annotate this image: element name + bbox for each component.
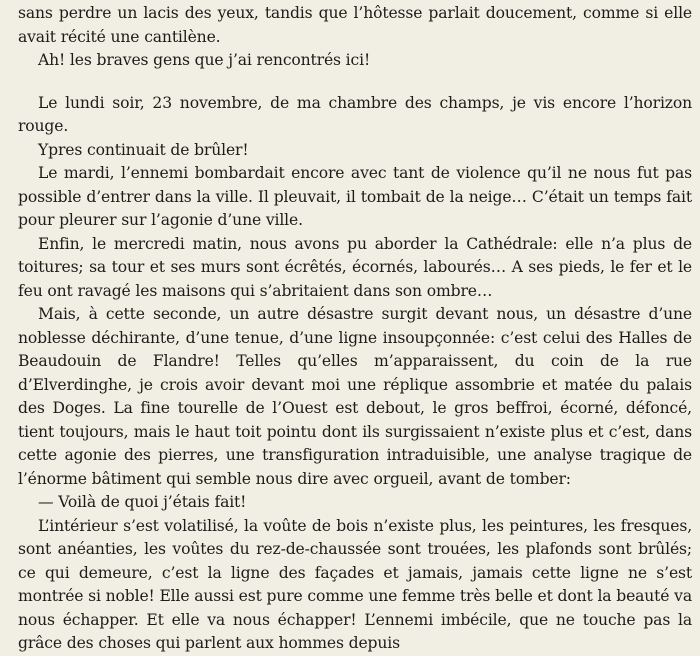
paragraph: Le mardi, l’ennemi bombardait encore avec tant de violence qu’il ne nous fut pas possible d’entrer dans la ville. Il pleuvait, il tombait de la neige… C’était un temps fait pour pleurer sur l’agonie d’une ville.: [18, 164, 692, 229]
paragraph: sans perdre un lacis des yeux, tandis que l’hôtesse parlait doucement, comme si elle avait récité une cantilène.: [18, 4, 692, 46]
paragraph: Ypres continuait de brûler!: [38, 140, 249, 159]
paragraph: L’intérieur s’est volatilisé, la voûte de bois n’existe plus, les peintures, les fresques, sont anéanties, les voûtes du rez-de-chaussée sont trouées, les plafonds sont brûlés; ce qui demeure, c’est la ligne des façades et jamais, jamais cette ligne ne s’est montrée si noble! Elle aussi est pure comme une femme très belle et dont la beauté va nous échapper. Et elle va nous échapper! L’ennemi imbécile, que ne touche pas la grâce des choses qui parlent aux hommes depuis: [18, 516, 692, 652]
paragraph-gap: [18, 73, 692, 92]
paragraph: Ah! les braves gens que j’ai rencontrés ici!: [38, 51, 371, 69]
paragraph: Le lundi soir, 23 novembre, de ma chambre des champs, je vis encore l’horizon rouge.: [18, 93, 692, 135]
paragraph: Mais, à cette seconde, un autre désastre surgit devant nous, un désastre d’une noblesse déchirante, d’une tenue, d’une ligne insoupçonnée: c’est celui des Halles de Beaudouin de Flandre! Telles qu’elles m’apparaissent, du coin de la rue d’Elverdinghe, je crois avoir devant moi une réplique assombrie et matée du palais des Doges. La fine tourelle de l’Ouest est debout, le gros beffroi, écorné, défoncé, tient toujours, mais le haut toit pointu dont ils surgissaient n’existe plus et c’est, dans cette agonie des pierres, une transfiguration intraduisible, une analyse tragique de l’énorme bâtiment qui semble nous dire avec orgueil, avant de tomber:: [18, 305, 692, 488]
paragraph: — Voilà de quoi j’étais fait!: [38, 493, 247, 511]
paragraph: Enfin, le mercredi matin, nous avons pu aborder la Cathédrale: elle n’a plus de toitures; sa tour et ses murs sont écrêtés, écornés, labourés… A ses pieds, le fer et le feu ont ravagé les maisons qui s’abritaient dans son ombre…: [18, 234, 692, 300]
